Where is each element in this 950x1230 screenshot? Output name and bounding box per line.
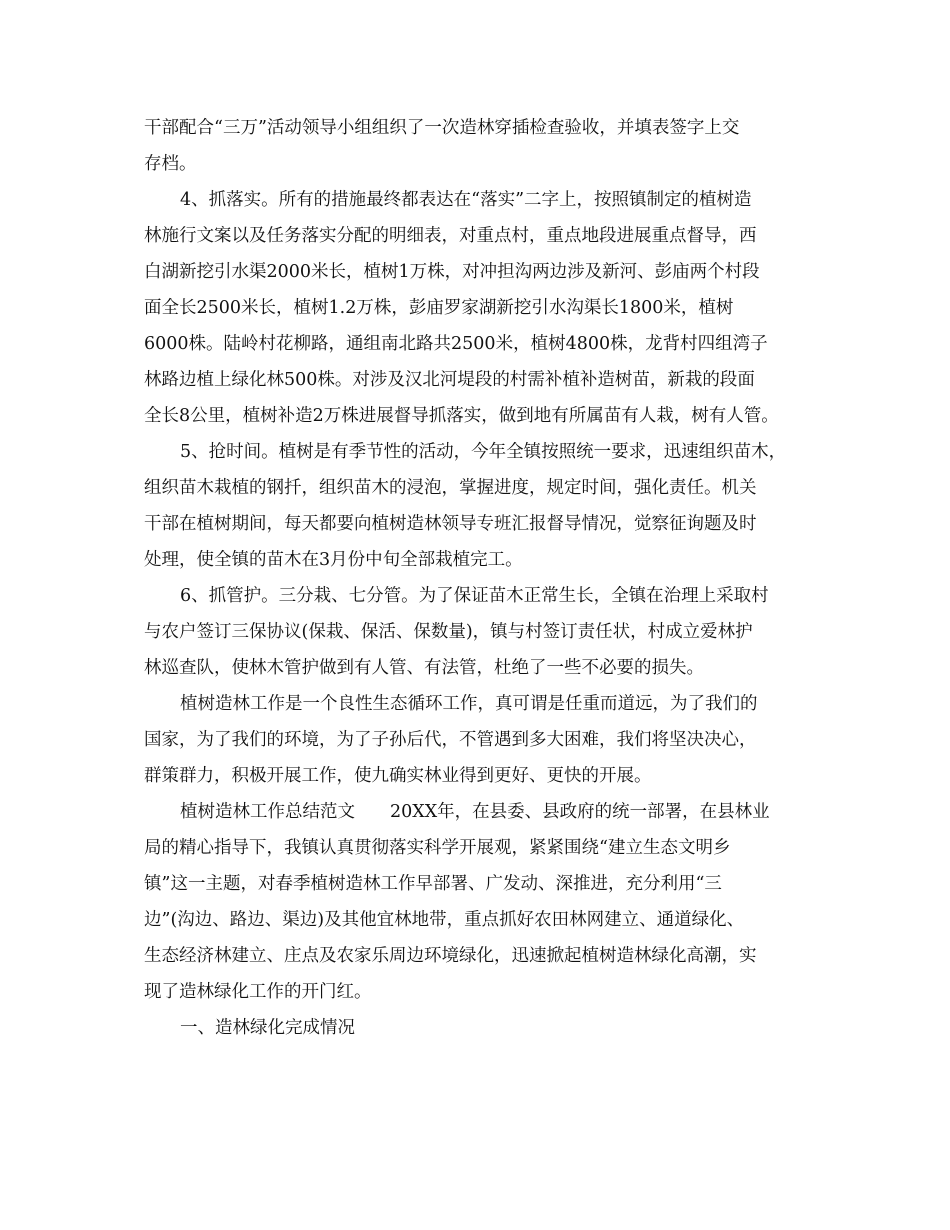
text-line: 组织苗木栽植的钢扦，组织苗木的浸泡，掌握进度，规定时间，强化责任。机关 [144,478,757,498]
text-line: 全长8公里，植树补造2万株进展督导抓落实，做到地有所属苗有人栽，树有人管。 [144,406,779,426]
text-line: 白湖新挖引水渠2000米长，植树1万株，对冲担沟两边涉及新河、彭庙两个村段 [144,262,760,282]
text-line: 与农户签订三保协议(保栽、保活、保数量)，镇与村签订责任状，村成立爱林护 [144,622,753,642]
paragraph-start-line: 4、抓落实。所有的措施最终都表达在“落实”二字上，按照镇制定的植树造 [180,190,752,210]
text-line: 处理，使全镇的苗木在3月份中旬全部栽植完工。 [144,550,523,570]
text-line: 干部配合“三万”活动领导小组组织了一次造林穿插检查验收，并填表签字上交 [144,118,740,138]
text-line: 存档。 [144,154,197,174]
document-body [144,110,824,1046]
text-line: 生态经济林建立、庄点及农家乐周边环境绿化，迅速掀起植树造林绿化高潮，实 [144,946,757,966]
text-line: 局的精心指导下，我镇认真贯彻落实科学开展观，紧紧围绕“建立生态文明乡 [144,838,731,858]
text-line: 林路边植上绿化林500株。对涉及汉北河堤段的村需补植补造树苗，新栽的段面 [144,370,755,390]
text-line: 群策群力，积极开展工作，使九确实林业得到更好、更快的开展。 [144,766,652,786]
paragraph-start-line: 植树造林工作总结范文 20XX年，在县委、县政府的统一部署，在县林业 [180,802,770,822]
text-line: 6000株。陆岭村花柳路，通组南北路共2500米，植树4800株，龙背村四组湾子 [144,334,768,354]
text-line: 镇”这一主题，对春季植树造林工作早部署、广发动、深推进，充分利用“三 [144,874,722,894]
paragraph-start-line: 6、抓管护。三分栽、七分管。为了保证苗木正常生长，全镇在治理上采取村 [180,586,769,606]
text-line: 边”(沟边、路边、渠边)及其他宜林地带，重点抓好农田林网建立、通道绿化、 [144,910,745,930]
text-line: 林施行文案以及任务落实分配的明细表，对重点村，重点地段进展重点督导，西 [144,226,757,246]
paragraph-start-line: 5、抢时间。植树是有季节性的活动，今年全镇按照统一要求，迅速组织苗木， [180,442,787,462]
text-line: 干部在植树期间，每天都要向植树造林领导专班汇报督导情况，觉察征询题及时 [144,514,757,534]
section-heading: 一、造林绿化完成情况 [180,1018,355,1038]
paragraph-start-line: 植树造林工作是一个良性生态循环工作，真可谓是任重而道远，为了我们的 [180,694,758,714]
text-line: 林巡查队，使林木管护做到有人管、有法管，杜绝了一些不必要的损失。 [144,658,704,678]
text-line: 面全长2500米长，植树1.2万株，彭庙罗家湖新挖引水沟渠长1800米，植树 [144,298,734,318]
text-line: 现了造林绿化工作的开门红。 [144,982,372,1002]
text-line: 国家，为了我们的环境，为了子孙后代，不管遇到多大困难，我们将坚决决心， [144,730,757,750]
